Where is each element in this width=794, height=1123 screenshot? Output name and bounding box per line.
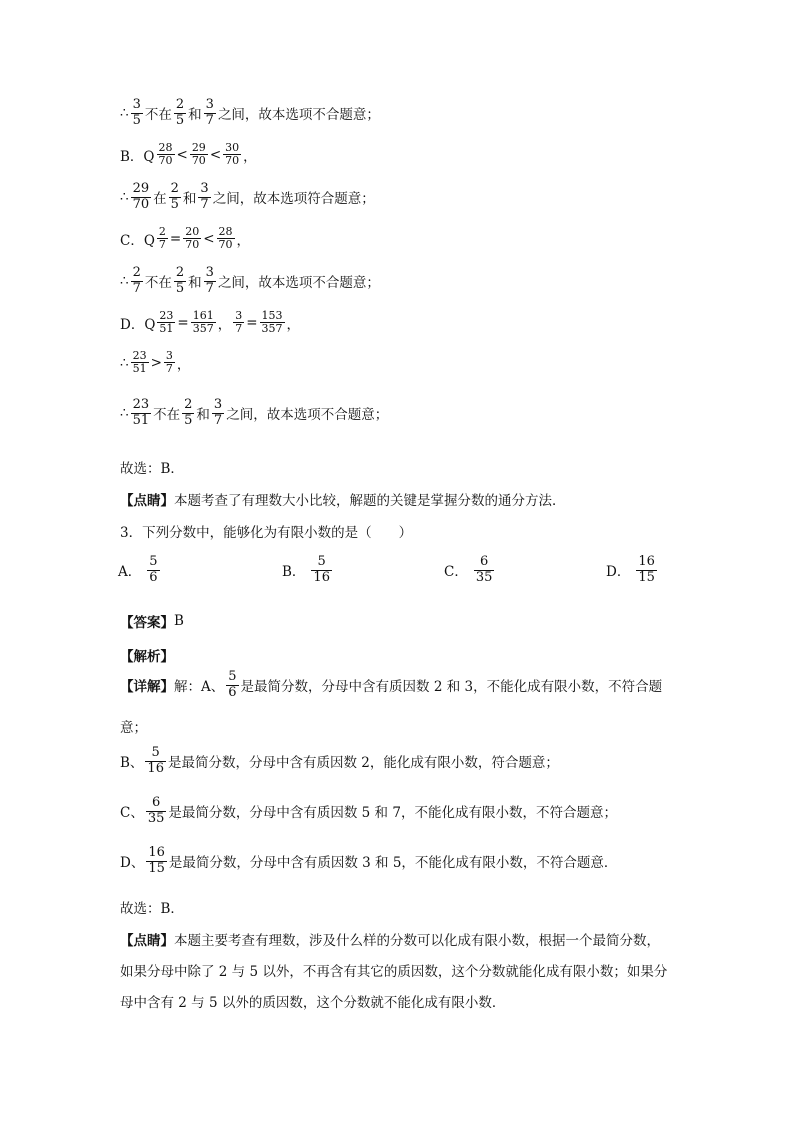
comment-text: 本题考查了有理数大小比较，解题的关键是掌握分数的通分方法． (174, 493, 566, 509)
operator: = (246, 314, 258, 331)
operator: < (209, 146, 222, 163)
comment-text: 本题主要考查有理数，涉及什么样的分数可以化成有限小数，根据一个最简分数， (174, 933, 660, 949)
therefore-symbol: ∴ (120, 273, 129, 290)
text-segment: ， (176, 356, 191, 373)
fraction (212, 398, 224, 428)
answer-value: B (174, 613, 184, 629)
text-segment: 不在 (144, 275, 172, 292)
detail-b (120, 746, 559, 776)
numerator: 23 (132, 349, 147, 362)
operator: > (150, 354, 162, 371)
analysis-tag: 【解析】 (120, 649, 174, 665)
fraction (157, 310, 175, 336)
denominator: 7 (132, 280, 141, 296)
numerator: 3 (205, 265, 214, 280)
detail-text: 是最简分数，分母中含有质因数 3 和 5，不能化成有限小数，不符合题意． (168, 855, 618, 872)
denominator: 16 (313, 569, 330, 585)
fraction (217, 226, 235, 252)
answer-tag: 【答案】 (120, 615, 174, 631)
detail-prefix: C、 (120, 805, 144, 822)
option-a (118, 555, 162, 585)
text-segment: ， (236, 232, 251, 249)
denominator: 6 (149, 569, 158, 585)
fraction (131, 98, 143, 128)
reasoning-line-6 (120, 310, 300, 336)
fraction (157, 142, 175, 168)
numerator: 2 (184, 397, 193, 412)
numerator: 2 (175, 97, 185, 112)
reasoning-line-7 (120, 350, 190, 376)
comment-line (120, 489, 566, 509)
fraction (131, 398, 152, 428)
fraction (226, 670, 238, 700)
numerator: 2 (132, 265, 141, 280)
detail-prefix: D、 (120, 855, 145, 872)
numerator: 161 (192, 309, 214, 322)
numerator: 3 (205, 97, 214, 112)
denominator: 5 (132, 112, 141, 128)
fraction (174, 266, 186, 296)
denominator: 70 (218, 238, 233, 252)
reasoning-line-2 (120, 142, 257, 168)
numerator: 153 (261, 309, 283, 322)
question-3: 3．下列分数中，能够化为有限小数的是（ ） (120, 525, 413, 541)
detail-a-cont: 意； (120, 720, 147, 736)
denominator: 5 (175, 112, 185, 128)
numerator: 28 (158, 141, 173, 154)
comment-tag: 【点睛】 (120, 933, 174, 949)
reasoning-line-4 (120, 226, 250, 252)
option-label: B． (282, 564, 306, 581)
detail-tag: 【详解】 (120, 679, 174, 696)
numerator: 2 (158, 225, 166, 238)
denominator: 6 (228, 684, 237, 700)
numerator: 3 (132, 97, 141, 112)
operator: = (177, 314, 189, 331)
fraction (157, 226, 168, 252)
fraction (146, 846, 167, 876)
fraction (147, 555, 159, 585)
numerator: 20 (185, 225, 200, 238)
numerator: 5 (317, 554, 326, 569)
numerator: 29 (191, 141, 206, 154)
option-label: C． (444, 564, 468, 581)
text-segment: ， (217, 316, 232, 333)
comment2-line3: 母中含有 2 与 5 以外的质因数，这个分数就不能化成有限小数． (120, 995, 506, 1011)
detail-prefix: 解：A、 (174, 679, 225, 696)
numerator: 3 (200, 181, 209, 196)
therefore-symbol: ∴ (120, 354, 129, 371)
reasoning-line-8 (120, 398, 388, 428)
denominator: 7 (158, 238, 166, 252)
denominator: 70 (185, 238, 200, 252)
numerator: 28 (218, 225, 233, 238)
text-segment: 和 (188, 275, 202, 292)
fraction (145, 746, 166, 776)
denominator: 70 (191, 154, 206, 168)
answer-line: 故选：B． (120, 461, 184, 477)
denominator: 7 (235, 322, 243, 336)
denominator: 15 (148, 860, 165, 876)
comment-tag: 【点睛】 (120, 493, 174, 509)
detail-prefix: B、 (120, 755, 144, 772)
text-segment: 在 (153, 191, 167, 208)
denominator: 5 (184, 412, 193, 428)
denominator: 7 (200, 196, 209, 212)
detail-c (120, 796, 617, 826)
numerator: 2 (170, 181, 179, 196)
text-segment: 之间，故本选项不合题意； (217, 275, 380, 292)
comment2-line1 (120, 929, 660, 949)
denominator: 15 (638, 569, 655, 585)
numerator: 16 (148, 845, 165, 860)
option-b (282, 555, 334, 585)
denominator: 7 (205, 280, 214, 296)
denominator: 16 (147, 760, 164, 776)
numerator: 6 (479, 554, 489, 569)
therefore-symbol: ∴ (120, 189, 129, 206)
fraction (204, 98, 216, 128)
operator: < (176, 146, 188, 163)
answer-block (120, 611, 184, 631)
option-c (444, 555, 496, 585)
text-segment: ， (286, 316, 301, 333)
fraction (169, 182, 181, 212)
text-segment: 不在 (153, 407, 181, 424)
fraction (474, 555, 495, 585)
fraction (183, 226, 201, 252)
answer-line-2: 故选：B． (120, 901, 184, 917)
reasoning-line-3 (120, 182, 375, 212)
denominator: 70 (132, 196, 150, 212)
denominator: 35 (475, 569, 493, 585)
text-segment: 和 (196, 407, 210, 424)
fraction (190, 142, 208, 168)
denominator: 70 (158, 154, 173, 168)
fraction (131, 182, 152, 212)
detail-text: 是最简分数，分母中含有质因数 2，能化成有限小数，符合题意； (167, 755, 559, 772)
fraction (233, 310, 244, 336)
text-segment: 和 (188, 107, 202, 124)
fraction (182, 398, 194, 428)
operator: < (203, 230, 215, 247)
detail-a (120, 670, 662, 700)
numerator: 23 (132, 397, 150, 412)
denominator: 7 (165, 362, 173, 376)
denominator: 357 (192, 322, 214, 336)
numerator: 23 (159, 309, 174, 322)
option-d (606, 555, 659, 585)
text-segment: 和 (182, 191, 197, 208)
reasoning-line-5 (120, 266, 380, 296)
fraction (191, 310, 216, 336)
denominator: 51 (132, 412, 150, 428)
numerator: 3 (165, 349, 173, 362)
denominator: 70 (225, 154, 240, 168)
detail-text: 是最简分数，分母中含有质因数 2 和 3，不能化成有限小数，不符合题 (240, 679, 663, 696)
numerator: 30 (225, 141, 240, 154)
fraction (223, 142, 241, 168)
fraction (164, 350, 175, 376)
option-label: A． (118, 564, 142, 581)
reasoning-line-1 (120, 98, 380, 128)
denominator: 51 (159, 322, 174, 336)
numerator: 5 (149, 554, 158, 569)
fraction (198, 182, 210, 212)
therefore-symbol: ∴ (120, 105, 129, 122)
denominator: 51 (132, 362, 147, 376)
operator: = (169, 230, 182, 247)
fraction (174, 98, 186, 128)
fraction (204, 266, 216, 296)
detail-d (120, 846, 617, 876)
denominator: 5 (175, 280, 185, 296)
numerator: 2 (175, 265, 185, 280)
detail-text: 是最简分数，分母中含有质因数 5 和 7，不能化成有限小数，不符合题意； (168, 805, 617, 822)
option-label: D． (606, 564, 631, 581)
numerator: 5 (151, 745, 160, 760)
option-prefix: B．Q (120, 148, 155, 165)
fraction (146, 796, 167, 826)
denominator: 7 (205, 112, 214, 128)
comment2-line2: 如果分母中除了 2 与 5 以外，不再含有其它的质因数，这个分数就能化成有限小数；如果分 (120, 964, 668, 980)
numerator: 6 (151, 795, 161, 810)
text-segment: 之间，故本选项符合题意； (212, 191, 375, 208)
text-segment: 之间，故本选项不合题意； (226, 407, 389, 424)
option-prefix: D．Q (120, 316, 156, 333)
fraction (311, 555, 332, 585)
numerator: 29 (132, 181, 150, 196)
denominator: 5 (170, 196, 179, 212)
numerator: 16 (638, 554, 655, 569)
text-segment: ， (243, 148, 257, 165)
text-segment: 不在 (144, 107, 172, 124)
denominator: 35 (147, 810, 165, 826)
numerator: 3 (213, 397, 223, 412)
fraction (131, 350, 149, 376)
therefore-symbol: ∴ (120, 405, 129, 422)
numerator: 3 (235, 309, 243, 322)
fraction (260, 310, 285, 336)
numerator: 5 (228, 669, 237, 684)
option-prefix: C．Q (120, 232, 155, 249)
denominator: 357 (261, 322, 283, 336)
text-segment: 之间，故本选项不合题意； (217, 107, 380, 124)
fraction (131, 266, 143, 296)
denominator: 7 (213, 412, 223, 428)
fraction (636, 555, 657, 585)
